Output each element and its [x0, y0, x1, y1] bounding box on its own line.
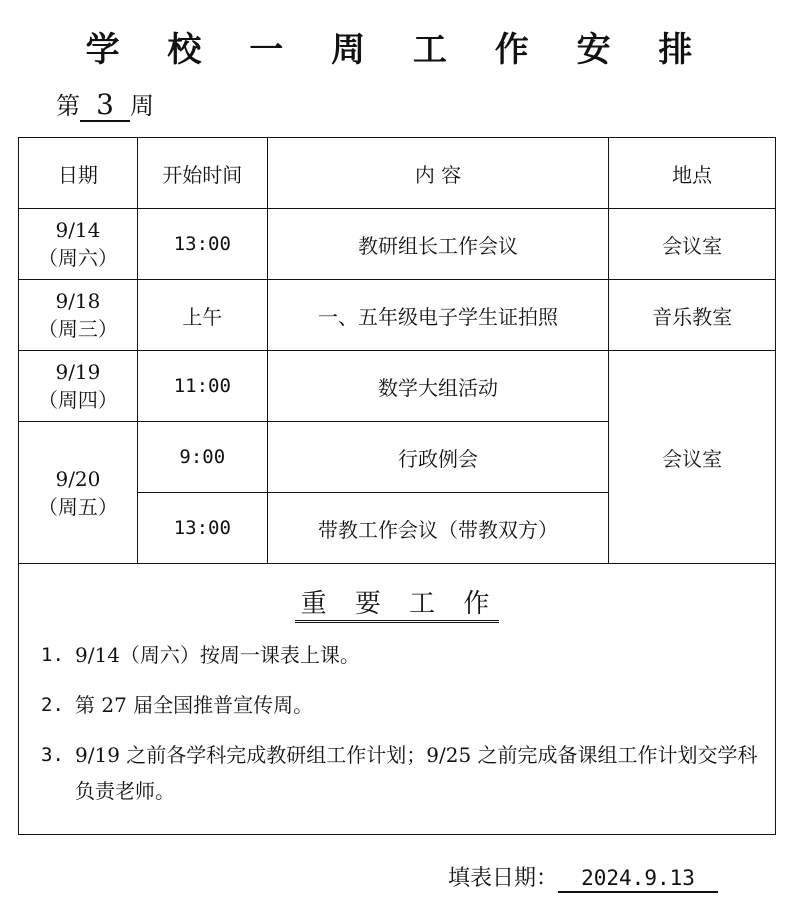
fill-date-value: 2024.9.13 [558, 865, 718, 893]
item-text: 9/14（周六）按周一课表上课。 [75, 643, 360, 667]
item-number: 1. [41, 644, 64, 666]
week-number: 3 [80, 90, 130, 122]
content-cell: 带教工作会议（带教双方） [267, 493, 608, 564]
weekday-value: （周四） [37, 388, 118, 412]
time-cell: 上午 [137, 280, 267, 351]
weekday-value: （周五） [37, 494, 118, 519]
week-suffix: 周 [130, 92, 154, 120]
time-cell: 13:00 [137, 209, 267, 280]
list-item [41, 687, 761, 723]
table-row [19, 209, 776, 280]
item-text: 第 27 届全国推普宣传周。 [75, 693, 314, 717]
time-cell: 11:00 [137, 351, 267, 422]
fill-date [448, 864, 718, 894]
table-row [19, 351, 776, 422]
weekday-value: （周三） [37, 317, 118, 341]
important-list [41, 637, 761, 823]
date-value: 9/19 [55, 360, 101, 384]
date-cell [19, 280, 138, 351]
weekday-value: （周六） [37, 246, 118, 270]
week-label [56, 88, 154, 124]
time-cell: 13:00 [137, 493, 267, 564]
table-header-row [19, 138, 776, 209]
important-heading: 重 要 工 作 [19, 583, 775, 620]
item-number: 3. [41, 744, 64, 766]
time-cell: 9:00 [137, 422, 267, 493]
location-cell: 音乐教室 [609, 280, 776, 351]
header-date: 日期 [19, 138, 138, 209]
header-content: 内 容 [267, 138, 608, 209]
table-row [19, 280, 776, 351]
list-item [41, 737, 761, 809]
date-value: 9/20 [55, 466, 101, 491]
content-cell: 数学大组活动 [267, 351, 608, 422]
week-prefix: 第 [56, 92, 80, 120]
date-cell [19, 351, 138, 422]
page-title: 学 校 一 周 工 作 安 排 [85, 30, 711, 70]
fill-date-label: 填表日期： [448, 866, 559, 891]
date-cell [19, 209, 138, 280]
date-value: 9/14 [55, 218, 101, 242]
item-number: 2. [41, 694, 64, 716]
content-cell: 教研组长工作会议 [267, 209, 608, 280]
important-work-section [18, 563, 776, 835]
merged-location-cell: 会议室 [609, 351, 776, 564]
date-cell [19, 422, 138, 564]
content-cell: 一、五年级电子学生证拍照 [267, 280, 608, 351]
location-cell: 会议室 [609, 209, 776, 280]
header-start-time: 开始时间 [137, 138, 267, 209]
content-cell: 行政例会 [267, 422, 608, 493]
date-value: 9/18 [55, 289, 101, 313]
header-location: 地点 [609, 138, 776, 209]
item-text: 9/19 之前各学科完成教研组工作计划；9/25 之前完成备课组工作计划交学科负责老师。 [75, 743, 758, 803]
list-item [41, 637, 761, 673]
schedule-table [18, 137, 776, 564]
